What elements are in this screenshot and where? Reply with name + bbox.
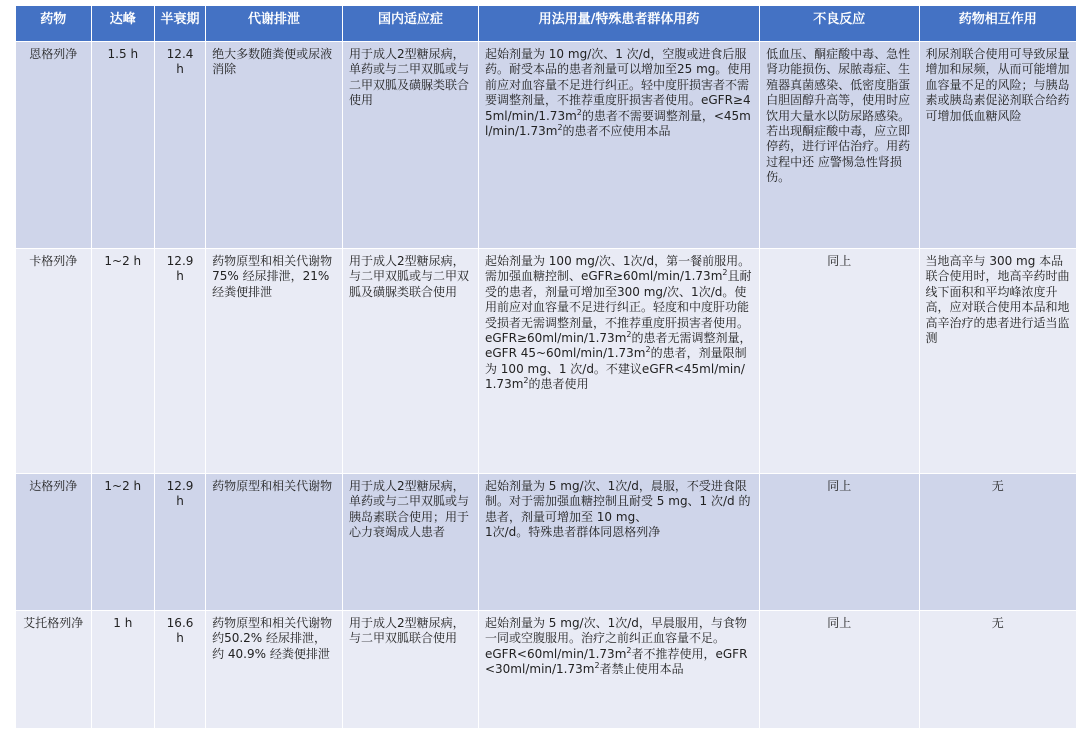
adverse-cell: 同上 [760,249,919,474]
header-dosage: 用法用量/特殊患者群体用药 [478,6,759,42]
excretion-cell: 药物原型和相关代谢物 [206,474,343,611]
indication-cell: 用于成人2型糖尿病，与二甲双胍或与二甲双胍及磺脲类联合使用 [343,249,479,474]
drug-comparison-table [15,5,1077,729]
header-indication: 国内适应症 [343,6,479,42]
adverse-cell: 同上 [760,611,919,729]
indication-cell: 用于成人2型糖尿病，与二甲双胍联合使用 [343,611,479,729]
half-life-cell: 16.6 h [154,611,205,729]
indication-cell: 用于成人2型糖尿病，单药或与二甲双胍或与胰岛素联合使用；用于心力衰竭成人患者 [343,474,479,611]
header-row [16,6,1077,42]
header-interaction: 药物相互作用 [919,6,1076,42]
drug-name: 恩格列净 [16,42,92,249]
drug-name: 达格列净 [16,474,92,611]
table-row [16,611,1077,729]
tmax-cell: 1~2 h [91,474,154,611]
header-half-life: 半衰期 [154,6,205,42]
drug-comparison-table-container [15,5,1077,729]
half-life-cell: 12.4 h [154,42,205,249]
adverse-cell: 低血压、酮症酸中毒、急性肾功能损伤、尿脓毒症、生殖器真菌感染、低密度脂蛋白胆固醇升高等，使用时应饮用大量水以防尿路感染。若出现酮症酸中毒，应立即停药，进行评估治疗。用药过程中还 应警惕急性肾损伤。 [760,42,919,249]
dosage-cell: 起始剂量为 5 mg/次、1次/d，晨服，不受进食限制。对于需加强血糖控制且耐受 5 mg、1 次/d 的患者，剂量可增加至 10 mg、 1次/d。特殊患者群体同恩格列净 [478,474,759,611]
dosage-cell: 起始剂量为 100 mg/次、1次/d，第一餐前服用。需加强血糖控制、$eGFR\ge 60ml/\min/1.73m^2$且耐受的患者，剂量可增加至300 mg/次、1次/d。使用前应对血容量不足进行纠正。轻度和中度肝功能受损者无需调整剂量，不推荐重度肝损害者使用。$eGFR\ge 60ml/\min/1.73m^2$的患者无需调整剂量，eGFR $45\sim 60ml/\min/1.73m^2$的患者，剂量限制为 100 mg、1 次/d。不建议$eGFR<45ml/\min/1.73m^2$的患者使用 [478,249,759,474]
header-tmax: 达峰 [91,6,154,42]
excretion-cell: 药物原型和相关代谢物75% 经尿排泄，21% 经粪便排泄 [206,249,343,474]
tmax-cell: 1.5 h [91,42,154,249]
excretion-cell: 药物原型和相关代谢物约50.2% 经尿排泄，约 40.9% 经粪便排泄 [206,611,343,729]
dosage-cell: 起始剂量为 10 mg/次、1 次/d，空腹或进食后服药。耐受本品的患者剂量可以增加至25 mg。使用前应对血容量不足进行纠正。轻中度肝损害者不需要调整剂量，不推荐重度肝损害者使用。$eGFR\ge 45ml/\min/1.73m^2$的患者不需要调整剂量，$<45ml/\min/1.73m^2$的患者不应使用本品 [478,42,759,249]
adverse-cell: 同上 [760,474,919,611]
interaction-cell: 无 [919,474,1076,611]
drug-name: 卡格列净 [16,249,92,474]
indication-cell: 用于成人2型糖尿病，单药或与二甲双胍或与二甲双胍及磺脲类联合使用 [343,42,479,249]
header-adverse: 不良反应 [760,6,919,42]
excretion-cell: 绝大多数随粪便或尿液消除 [206,42,343,249]
drug-name: 艾托格列净 [16,611,92,729]
half-life-cell: 12.9 h [154,474,205,611]
table-row [16,42,1077,249]
table-row [16,474,1077,611]
half-life-cell: 12.9 h [154,249,205,474]
header-excretion: 代谢排泄 [206,6,343,42]
tmax-cell: 1~2 h [91,249,154,474]
dosage-cell: 起始剂量为 5 mg/次、1次/d，早晨服用，与食物一同或空腹服用。治疗之前纠正血容量不足。 $eGFR<60ml/\min/1.73m^2$者不推荐使用，$eGFR<30ml/\min/1.73m^2$者禁止使用本品 [478,611,759,729]
interaction-cell: 利尿剂联合使用可导致尿量增加和尿频，从而可能增加血容量不足的风险；与胰岛素或胰岛素促泌剂联合给药可增加低血糖风险 [919,42,1076,249]
interaction-cell: 无 [919,611,1076,729]
interaction-cell: 当地高辛与 300 mg 本品联合使用时，地高辛药时曲线下面积和平均峰浓度升高，应对联合使用本品和地高辛治疗的患者进行适当监测 [919,249,1076,474]
header-drug: 药物 [16,6,92,42]
tmax-cell: 1 h [91,611,154,729]
table-row [16,249,1077,474]
